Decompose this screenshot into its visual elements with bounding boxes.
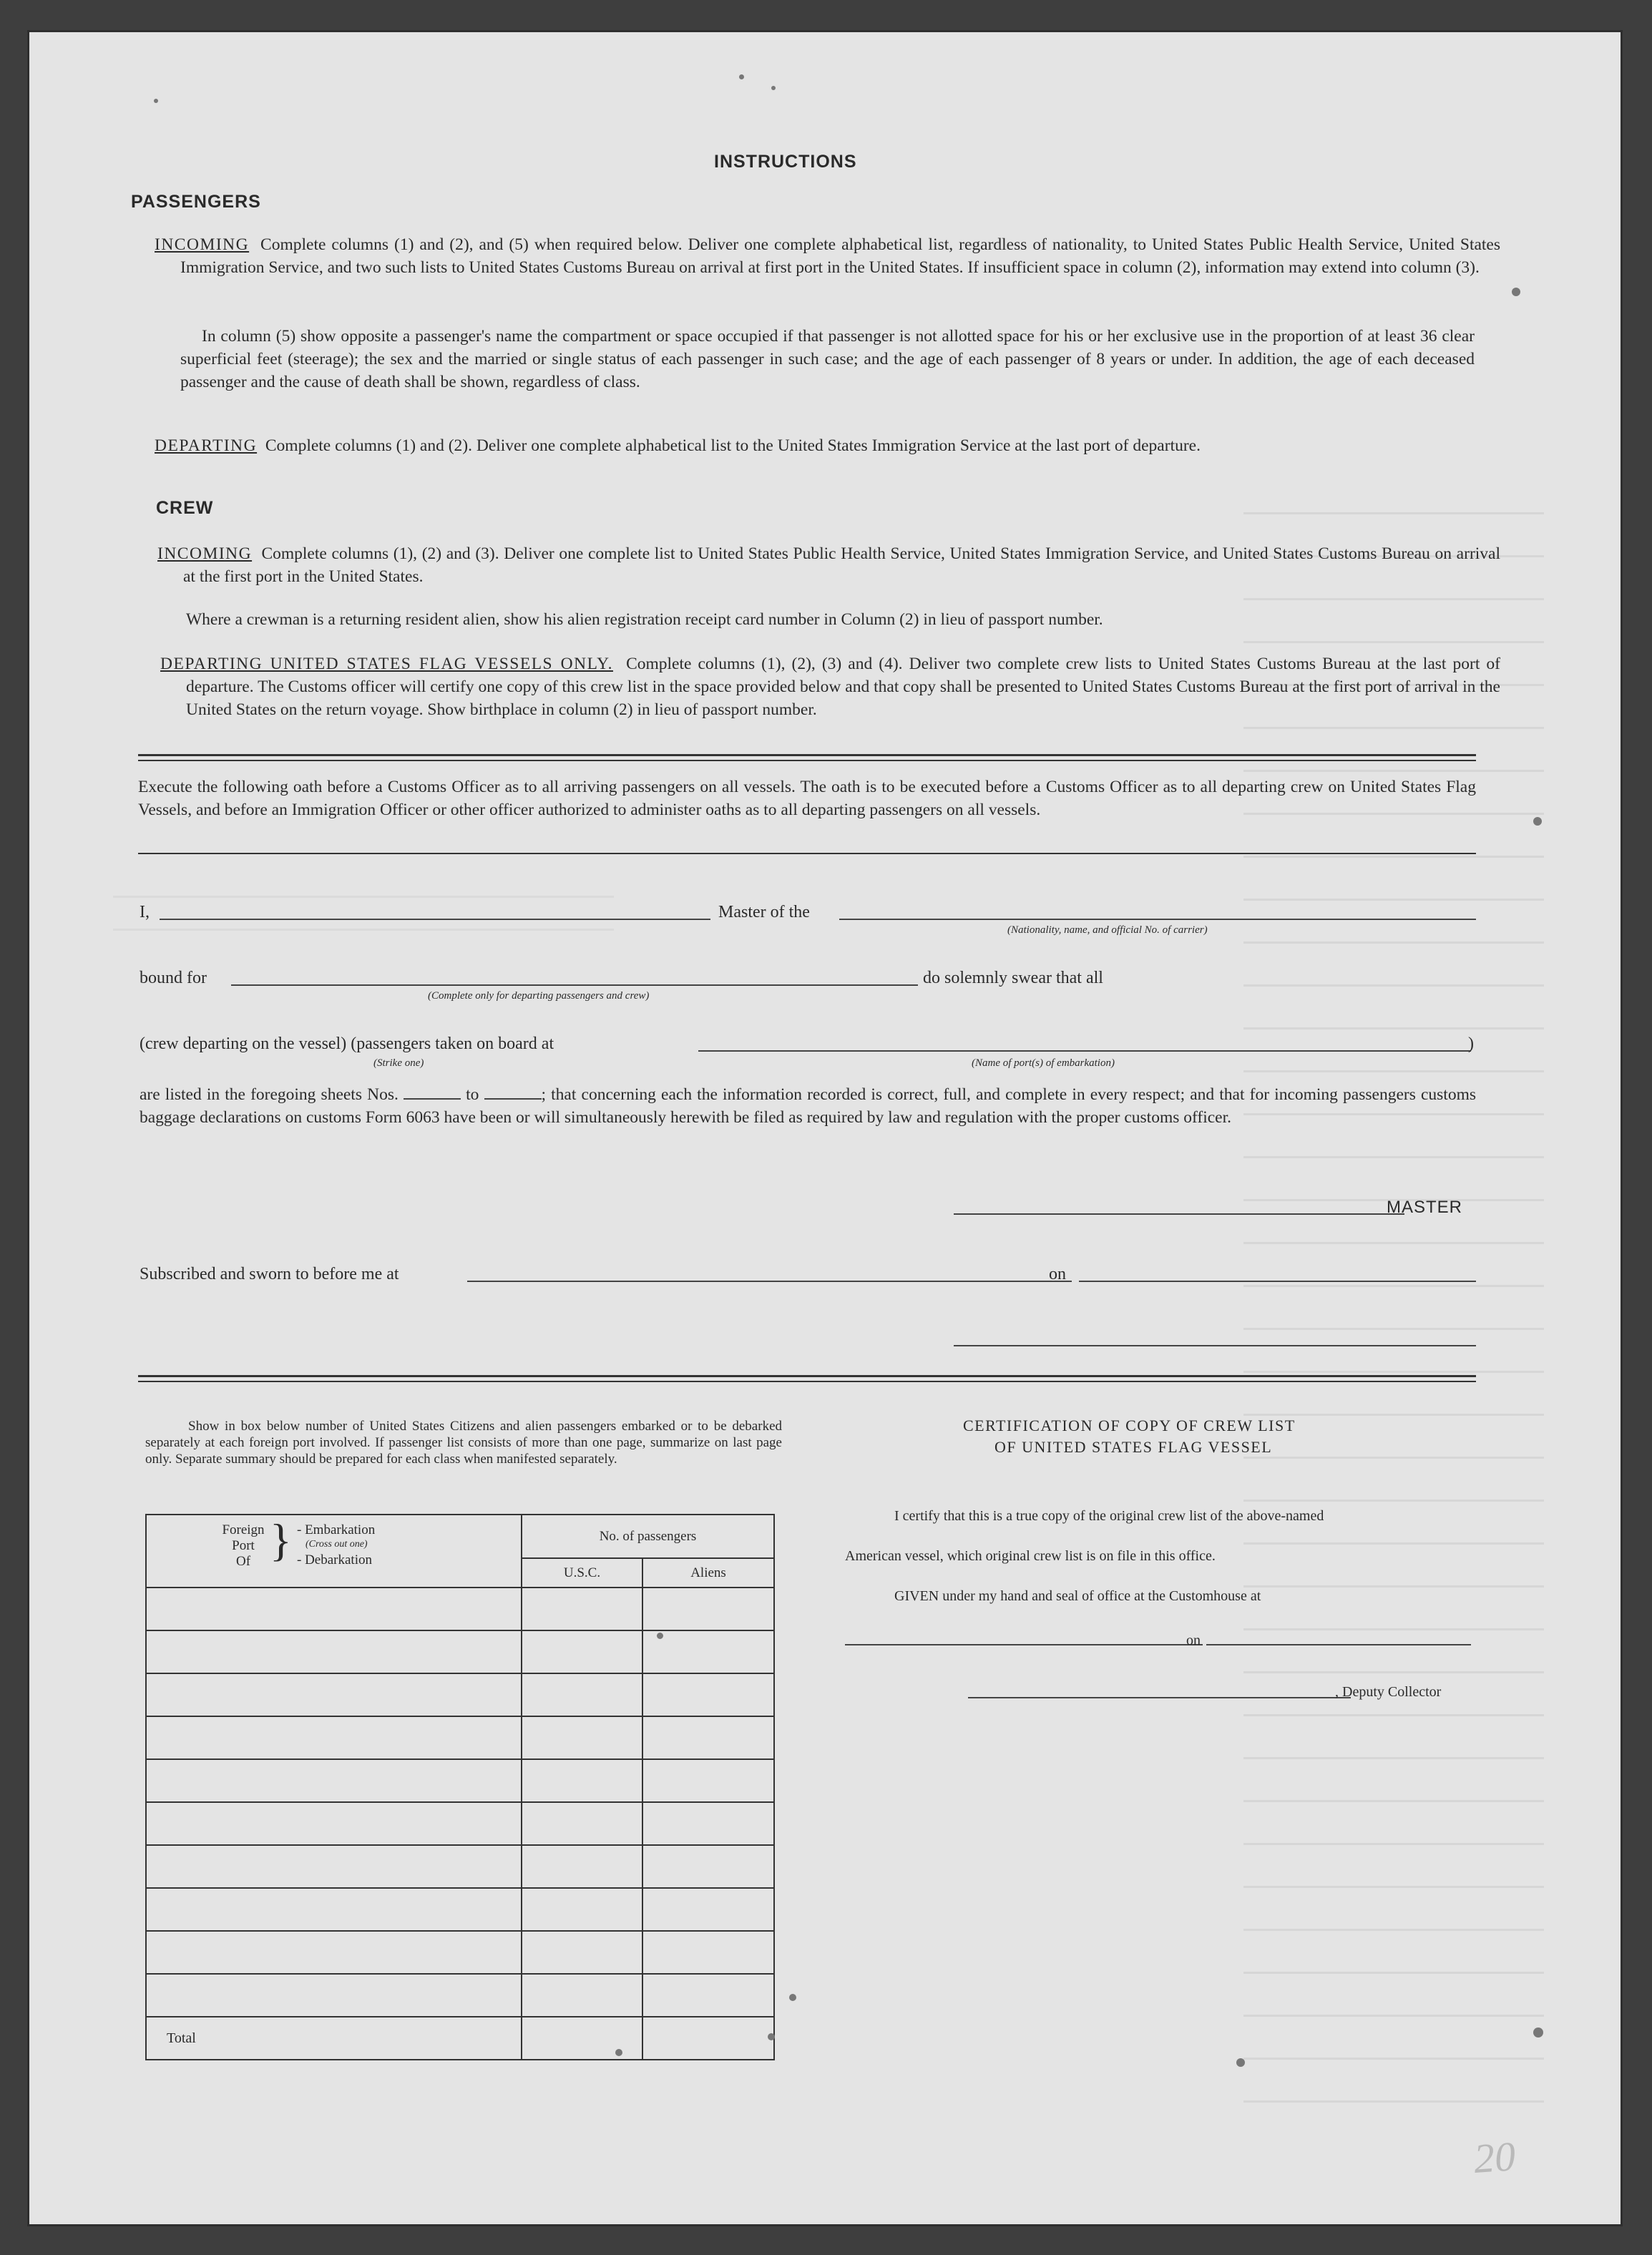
- carrier-field[interactable]: [839, 919, 1476, 920]
- total-label-cell: [146, 2017, 522, 2060]
- aliens-header: Aliens: [642, 1558, 774, 1588]
- port-word: Port: [232, 1538, 255, 1553]
- deputy-signature-field[interactable]: [968, 1697, 1351, 1698]
- oath-i-label: I,: [140, 903, 150, 921]
- swear-label: do solemnly swear that all: [923, 969, 1103, 987]
- no-of-passengers-header: No. of passengers: [522, 1515, 774, 1558]
- certify-line-1: I certify that this is a true copy of the original crew list of the above-named: [894, 1508, 1324, 1524]
- debarkation-label: - Debarkation: [297, 1552, 372, 1567]
- passenger-summary-table: [145, 1514, 775, 2060]
- crew-departing-paragraph: [160, 652, 1500, 721]
- master-name-field[interactable]: [160, 919, 710, 920]
- scan-speck: [1236, 2058, 1245, 2067]
- cert-on-label: on: [1186, 1633, 1201, 1648]
- aliens-cell[interactable]: [642, 1802, 774, 1845]
- brace-icon: }: [270, 1515, 292, 1565]
- scan-speck: [657, 1633, 663, 1639]
- scan-speck: [771, 86, 776, 90]
- master-signature-field[interactable]: [954, 1213, 1404, 1215]
- certification-heading-1: CERTIFICATION OF COPY OF CREW LIST: [963, 1417, 1296, 1434]
- port-cell[interactable]: [146, 1888, 522, 1931]
- officer-signature-field[interactable]: [954, 1345, 1476, 1346]
- crew-departing-label: DEPARTING UNITED STATES FLAG VESSELS ONLY.: [160, 655, 613, 673]
- embarkation-label: - Embarkation: [297, 1522, 376, 1537]
- sworn-place-field[interactable]: [467, 1281, 1072, 1282]
- scan-speck: [739, 74, 744, 79]
- passengers-column5-text: In column (5) show opposite a passenger's name the compartment or space occupied if that passenger is not allotted space for his or her exclusive use in the proportion of at least 36 clear superficial feet (steerage); the sex and the married or single status of each passenger in such case; and the age of each passenger of 8 years or under. In addition, the age of each deceased passenger and the cause of death shall be shown, regardless of class.: [180, 327, 1475, 391]
- port-cell[interactable]: [146, 1974, 522, 2017]
- scan-speck: [1533, 2027, 1543, 2038]
- crew-departing-text: Complete columns (1), (2), (3) and (4). Deliver two complete crew lists to United States Customs Bureau at the last port of departure. The Customs officer will certify one copy of this crew list in the space provided below and that copy shall be presented to United States Customs Bureau at the first port of arrival in the United States on the return voyage. Show birthplace in column (2) in lieu of passport number.: [186, 655, 1500, 719]
- aliens-cell[interactable]: [642, 1974, 774, 2017]
- usc-cell[interactable]: [522, 1845, 642, 1888]
- master-label: MASTER: [1387, 1198, 1463, 1217]
- crew-incoming-text: Complete columns (1), (2) and (3). Deliver one complete list to United States Public Health Service, United States Immigration Service, and United States Customs Bureau on arrival at the first port in the United States.: [183, 544, 1501, 586]
- of-word: Of: [235, 1554, 251, 1569]
- crew-incoming-label: INCOMING: [157, 544, 253, 563]
- usc-cell[interactable]: [522, 1588, 642, 1630]
- port-cell[interactable]: [146, 1630, 522, 1673]
- aliens-cell[interactable]: [642, 1759, 774, 1802]
- passengers-column5-paragraph: [180, 325, 1475, 393]
- section-divider: [138, 754, 1476, 761]
- sworn-on-label: on: [1049, 1265, 1066, 1283]
- passengers-heading: PASSENGERS: [131, 192, 261, 212]
- given-line: GIVEN under my hand and seal of office at the Customhouse at: [894, 1588, 1261, 1604]
- passengers-departing-paragraph: [155, 434, 1500, 457]
- deputy-collector-label: , Deputy Collector: [1335, 1684, 1442, 1700]
- total-aliens-cell[interactable]: [642, 2017, 774, 2060]
- usc-cell[interactable]: [522, 1802, 642, 1845]
- aliens-cell[interactable]: [642, 1716, 774, 1759]
- bleed-through-texture: [1243, 488, 1544, 2133]
- usc-cell[interactable]: [522, 1673, 642, 1716]
- crew-resident-text: Where a crewman is a returning resident alien, show his alien registration receipt card number in Column (2) in lieu of passport number.: [186, 610, 1103, 629]
- passengers-departing-label: DEPARTING: [155, 436, 258, 455]
- scan-speck: [789, 1994, 796, 2001]
- scan-speck: [1533, 817, 1542, 826]
- certification-heading-2: OF UNITED STATES FLAG VESSEL: [994, 1438, 1273, 1456]
- usc-cell[interactable]: [522, 1974, 642, 2017]
- nationality-caption: (Nationality, name, and official No. of carrier): [1007, 924, 1208, 936]
- master-of-label: Master of the: [718, 903, 810, 921]
- port-cell[interactable]: [146, 1716, 522, 1759]
- sheets-label: are listed in the foregoing sheets Nos.: [140, 1085, 399, 1104]
- foreign-port-header: [146, 1515, 522, 1588]
- oath-divider: [138, 853, 1476, 854]
- port-cell[interactable]: [146, 1931, 522, 1974]
- sheet-from-field[interactable]: [404, 1085, 461, 1100]
- bleed-through-texture-left: [113, 874, 614, 960]
- scan-speck: [615, 2049, 622, 2056]
- foreign-word: Foreign: [222, 1522, 265, 1537]
- usc-cell[interactable]: [522, 1716, 642, 1759]
- aliens-cell[interactable]: [642, 1845, 774, 1888]
- oath-bottom-divider: [138, 1375, 1476, 1382]
- scan-speck: [154, 99, 158, 103]
- strike-caption: (Strike one): [373, 1057, 424, 1069]
- crew-incoming-paragraph: [157, 542, 1500, 588]
- summary-instructions: Show in box below number of United States Citizens and alien passengers embarked or to be debarked separately at each foreign port involved. If passenger list consists of more than one page, summarize on last page only. Separate summary should be prepared for each class when manifested separately.: [145, 1419, 782, 1467]
- page-title: INSTRUCTIONS: [714, 152, 857, 172]
- port-caption: (Name of port(s) of embarkation): [972, 1057, 1115, 1069]
- usc-cell[interactable]: [522, 1759, 642, 1802]
- scan-speck: [1512, 288, 1520, 296]
- usc-cell[interactable]: [522, 1931, 642, 1974]
- passengers-departing-text: Complete columns (1) and (2). Deliver one complete alphabetical list to the United States Immigration Service at the last port of departure.: [265, 436, 1201, 455]
- total-usc-cell[interactable]: [522, 2017, 642, 2060]
- crew-heading: CREW: [156, 498, 214, 518]
- crew-departing-label: (crew departing on the vessel) (passengers taken on board at: [140, 1034, 554, 1053]
- port-cell[interactable]: [146, 1802, 522, 1845]
- close-paren: ): [1468, 1034, 1474, 1053]
- crew-resident-paragraph: [186, 608, 1475, 631]
- port-cell[interactable]: [146, 1588, 522, 1630]
- cert-date-field[interactable]: [1206, 1644, 1471, 1645]
- foreign-port-of: [218, 1522, 268, 1570]
- customhouse-field[interactable]: [845, 1644, 1203, 1645]
- usc-header: U.S.C.: [522, 1558, 642, 1588]
- passengers-incoming-text: Complete columns (1) and (2), and (5) when required below. Deliver one complete alphabetical list, regardless of nationality, to United States Public Health Service, United States Immigration Service, and two such lists to United States Customs Bureau on arrival at first port in the United States. If insufficient space in column (2), information may extend into column (3).: [180, 235, 1501, 277]
- usc-cell[interactable]: [522, 1888, 642, 1931]
- sworn-date-field[interactable]: [1079, 1281, 1476, 1282]
- port-cell[interactable]: [146, 1673, 522, 1716]
- bound-for-label: bound for: [140, 969, 207, 987]
- bound-for-field[interactable]: [231, 984, 918, 986]
- statement-rest: ; that concerning each the information recorded is correct, full, and complete in every respect; and that for incoming passengers customs baggage declarations on customs Form 6063 have been or will simultaneously herewith be filed as required by law and regulation with the proper customs officer.: [140, 1085, 1477, 1127]
- to-label: to: [466, 1085, 479, 1104]
- form-page: [27, 30, 1623, 2226]
- sheets-statement: [140, 1083, 1476, 1129]
- total-label: Total: [167, 2030, 196, 2046]
- embarkation-port-field[interactable]: [698, 1050, 1471, 1052]
- usc-cell[interactable]: [522, 1630, 642, 1673]
- oath-intro: Execute the following oath before a Customs Officer as to all arriving passengers on all vessels. The oath is to be executed before a Customs Officer as to all departing crew on United States Flag Vessels, and before an Immigration Officer or other officer authorized to administer oaths as to all departing passengers on all vessels.: [138, 778, 1476, 819]
- port-cell[interactable]: [146, 1845, 522, 1888]
- page-number-stamp: 20: [1472, 2133, 1517, 2182]
- aliens-cell[interactable]: [642, 1888, 774, 1931]
- sheet-to-field[interactable]: [484, 1085, 542, 1100]
- port-cell[interactable]: [146, 1759, 522, 1802]
- subscribed-label: Subscribed and sworn to before me at: [140, 1265, 399, 1283]
- scan-speck: [768, 2033, 775, 2040]
- aliens-cell[interactable]: [642, 1588, 774, 1630]
- complete-only-caption: (Complete only for departing passengers and crew): [428, 990, 650, 1002]
- aliens-cell[interactable]: [642, 1931, 774, 1974]
- passengers-incoming-label: INCOMING: [155, 235, 250, 254]
- aliens-cell[interactable]: [642, 1673, 774, 1716]
- certify-line-2: American vessel, which original crew list is on file in this office.: [845, 1548, 1216, 1564]
- passengers-incoming-paragraph: [155, 233, 1500, 279]
- cross-out-caption: (Cross out one): [306, 1539, 368, 1550]
